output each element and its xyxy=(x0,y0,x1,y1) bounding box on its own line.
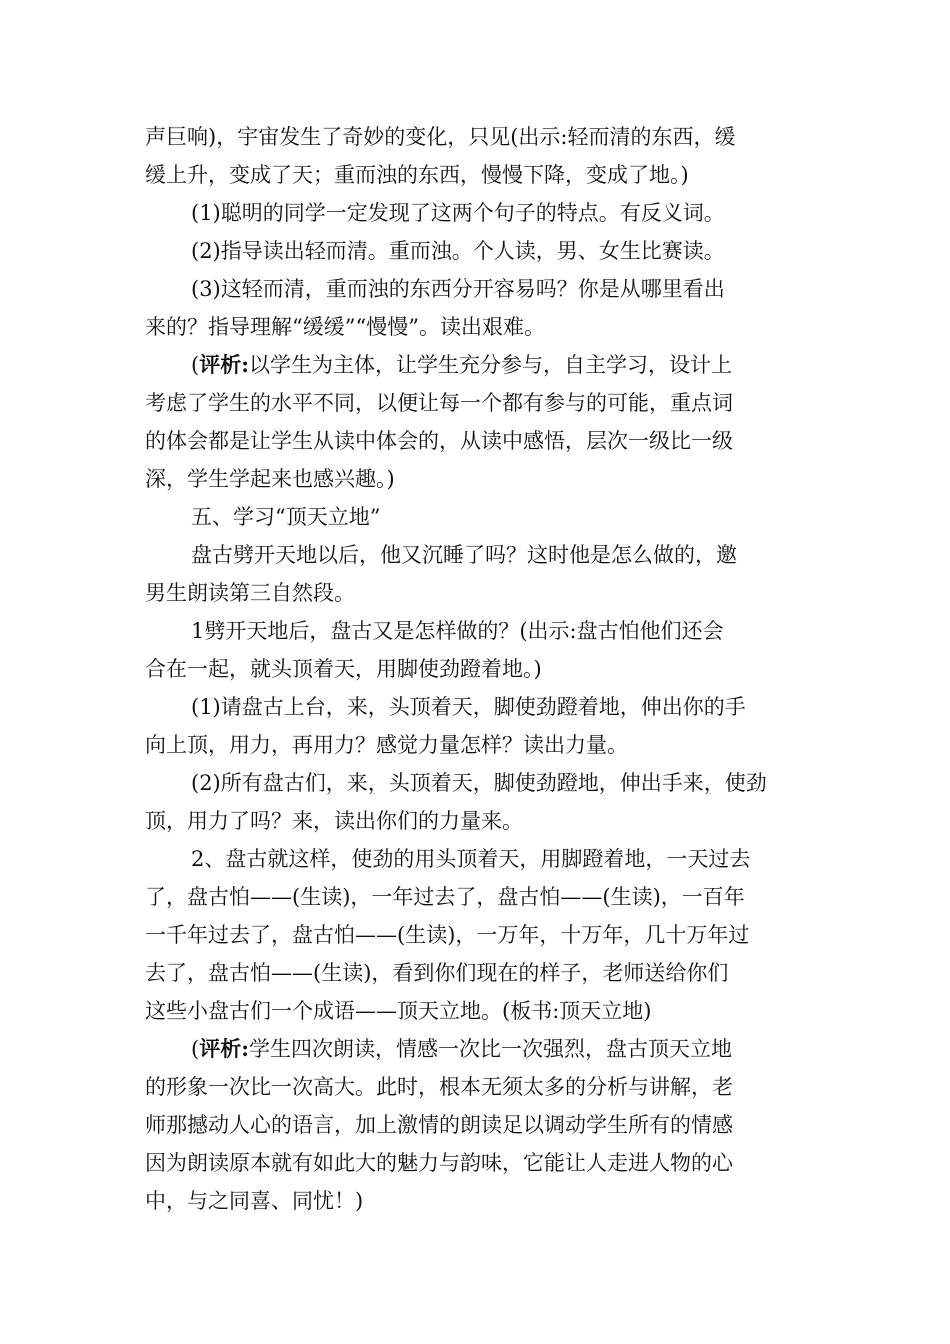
text-line: (2)指导读出轻而清。重而浊。个人读，男、女生比赛读。 xyxy=(191,239,725,263)
text-line: 缓上升，变成了天；重而浊的东西，慢慢下降，变成了地。) xyxy=(145,163,689,187)
text-line: 中，与之同喜、同忧！) xyxy=(145,1189,364,1213)
analysis-open-paren: ( xyxy=(191,353,200,377)
text-line: 师那撼动人心的语言，加上激情的朗读足以调动学生所有的情感 xyxy=(145,1113,733,1137)
analysis-label: 评析: xyxy=(199,1036,249,1061)
analysis-line xyxy=(145,1030,810,1068)
analysis-open-paren: ( xyxy=(191,1037,200,1061)
text-line: 顶，用力了吗？来，读出你们的力量来。 xyxy=(145,809,523,833)
text-line: 向上顶，用力，再用力？感觉力量怎样？读出力量。 xyxy=(145,733,628,757)
text-line: 深，学生学起来也感兴趣。) xyxy=(145,467,395,491)
text-line: 考虑了学生的水平不同，以便让每一个都有参与的可能，重点词 xyxy=(145,391,733,415)
text-line: 合在一起，就头顶着天，用脚使劲蹬着地。) xyxy=(145,657,542,681)
text-line: 这些小盘古们一个成语——顶天立地。(板书:顶天立地) xyxy=(145,999,652,1023)
analysis-text: 以学生为主体，让学生充分参与，自主学习，设计上 xyxy=(248,353,732,377)
text-line: 去了，盘古怕——(生读)，看到你们现在的样子，老师送给你们 xyxy=(145,961,729,985)
text-line: 了，盘古怕——(生读)，一年过去了，盘古怕——(生读)，一百年 xyxy=(145,885,745,909)
text-line: 1劈开天地后，盘古又是怎样做的？(出示:盘古怕他们还会 xyxy=(191,619,724,643)
text-line: 声巨响)，宇宙发生了奇妙的变化，只见(出示:轻而清的东西，缓 xyxy=(145,125,736,149)
section-heading: 五、学习“顶天立地” xyxy=(191,505,381,529)
text-line: 的形象一次比一次高大。此时，根本无须太多的分析与讲解，老 xyxy=(145,1075,733,1099)
text-line: 一千年过去了，盘古怕——(生读)，一万年，十万年，几十万年过 xyxy=(145,923,750,947)
text-line: 2、盘古就这样，使劲的用头顶着天，用脚蹬着地，一天过去 xyxy=(191,847,751,871)
text-line: 的体会都是让学生从读中体会的，从读中感悟，层次一级比一级 xyxy=(145,429,733,453)
text-line: (1)请盘古上台，来，头顶着天，脚使劲蹬着地，伸出你的手 xyxy=(191,695,746,719)
analysis-text: 学生四次朗读，情感一次比一次强烈，盘古顶天立地 xyxy=(248,1037,732,1061)
document-page xyxy=(145,118,810,1220)
text-line: 来的？指导理解“缓缓”“慢慢”。读出艰难。 xyxy=(145,315,545,339)
text-line: 因为朗读原本就有如此大的魅力与韵味，它能让人走进人物的心 xyxy=(145,1151,733,1175)
analysis-line xyxy=(145,346,810,384)
text-line: (1)聪明的同学一定发现了这两个句子的特点。有反义词。 xyxy=(191,201,725,225)
analysis-label: 评析: xyxy=(199,352,249,377)
text-line: 盘古劈开天地以后，他又沉睡了吗？这时他是怎么做的，邀 xyxy=(191,543,737,567)
text-line: (2)所有盘古们，来，头顶着天，脚使劲蹬地，伸出手来，使劲 xyxy=(191,771,767,795)
text-line: 男生朗读第三自然段。 xyxy=(145,581,355,605)
text-line: (3)这轻而清，重而浊的东西分开容易吗？你是从哪里看出 xyxy=(191,277,725,301)
